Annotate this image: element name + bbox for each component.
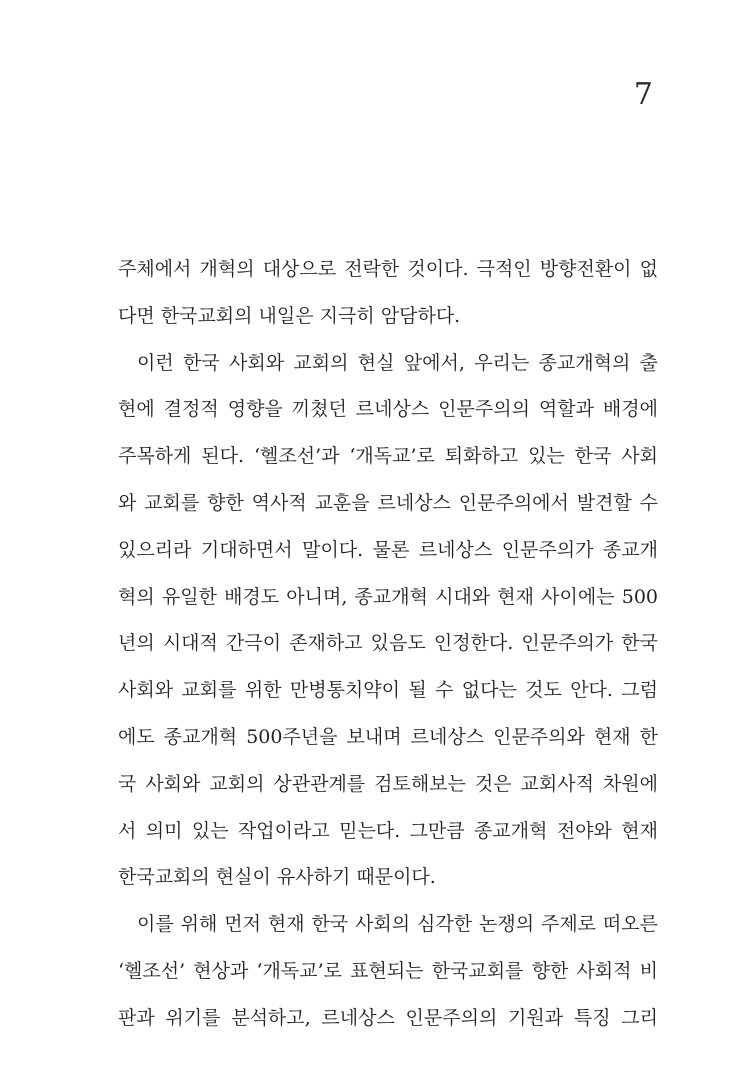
text-line: 서 의미 있는 작업이라고 믿는다. 그만큼 종교개혁 전야와 현재 bbox=[118, 819, 658, 842]
text-line: 에도 종교개혁 500주년을 보내며 르네상스 인문주의와 현재 한 bbox=[118, 725, 658, 748]
text-line: 주체에서 개혁의 대상으로 전락한 것이다. 극적인 방향전환이 없 bbox=[118, 258, 658, 280]
text-line: 주목하게 된다. ‘헬조선’과 ‘개독교’로 퇴화하고 있는 한국 사회 bbox=[118, 445, 658, 468]
text-line: 사회와 교회를 위한 만병통치약이 될 수 없다는 것도 안다. 그럼 bbox=[118, 679, 658, 702]
text-line: 현에 결정적 영향을 끼쳤던 르네상스 인문주의의 역할과 배경에 bbox=[118, 398, 658, 421]
text-line: 혁의 유일한 배경도 아니며, 종교개혁 시대와 현재 사이에는 500 bbox=[118, 585, 658, 608]
text-line: 있으리라 기대하면서 말이다. 물론 르네상스 인문주의가 종교개 bbox=[118, 538, 658, 561]
body-text bbox=[118, 246, 658, 1042]
text-line: 이를 위해 먼저 현재 한국 사회의 심각한 논쟁의 주제로 떠오른 bbox=[137, 913, 658, 936]
text-line: 국 사회와 교회의 상관관계를 검토해보는 것은 교회사적 차원에 bbox=[118, 772, 658, 795]
text-line: 한국교회의 현실이 유사하기 때문이다. bbox=[118, 866, 436, 889]
text-line: 이런 한국 사회와 교회의 현실 앞에서, 우리는 종교개혁의 출 bbox=[137, 351, 658, 374]
text-line: ‘헬조선’ 현상과 ‘개독교’로 표현되는 한국교회를 향한 사회적 비 bbox=[118, 959, 658, 982]
text-line: 년의 시대적 간극이 존재하고 있음도 인정한다. 인문주의가 한국 bbox=[118, 632, 658, 655]
page-number: 7 bbox=[633, 77, 653, 112]
text-line: 와 교회를 향한 역사적 교훈을 르네상스 인문주의에서 발견할 수 bbox=[118, 491, 658, 514]
text-line: 판과 위기를 분석하고, 르네상스 인문주의의 기원과 특징 그리 bbox=[118, 1006, 658, 1029]
text-line: 다면 한국교회의 내일은 지극히 암담하다. bbox=[118, 304, 461, 327]
